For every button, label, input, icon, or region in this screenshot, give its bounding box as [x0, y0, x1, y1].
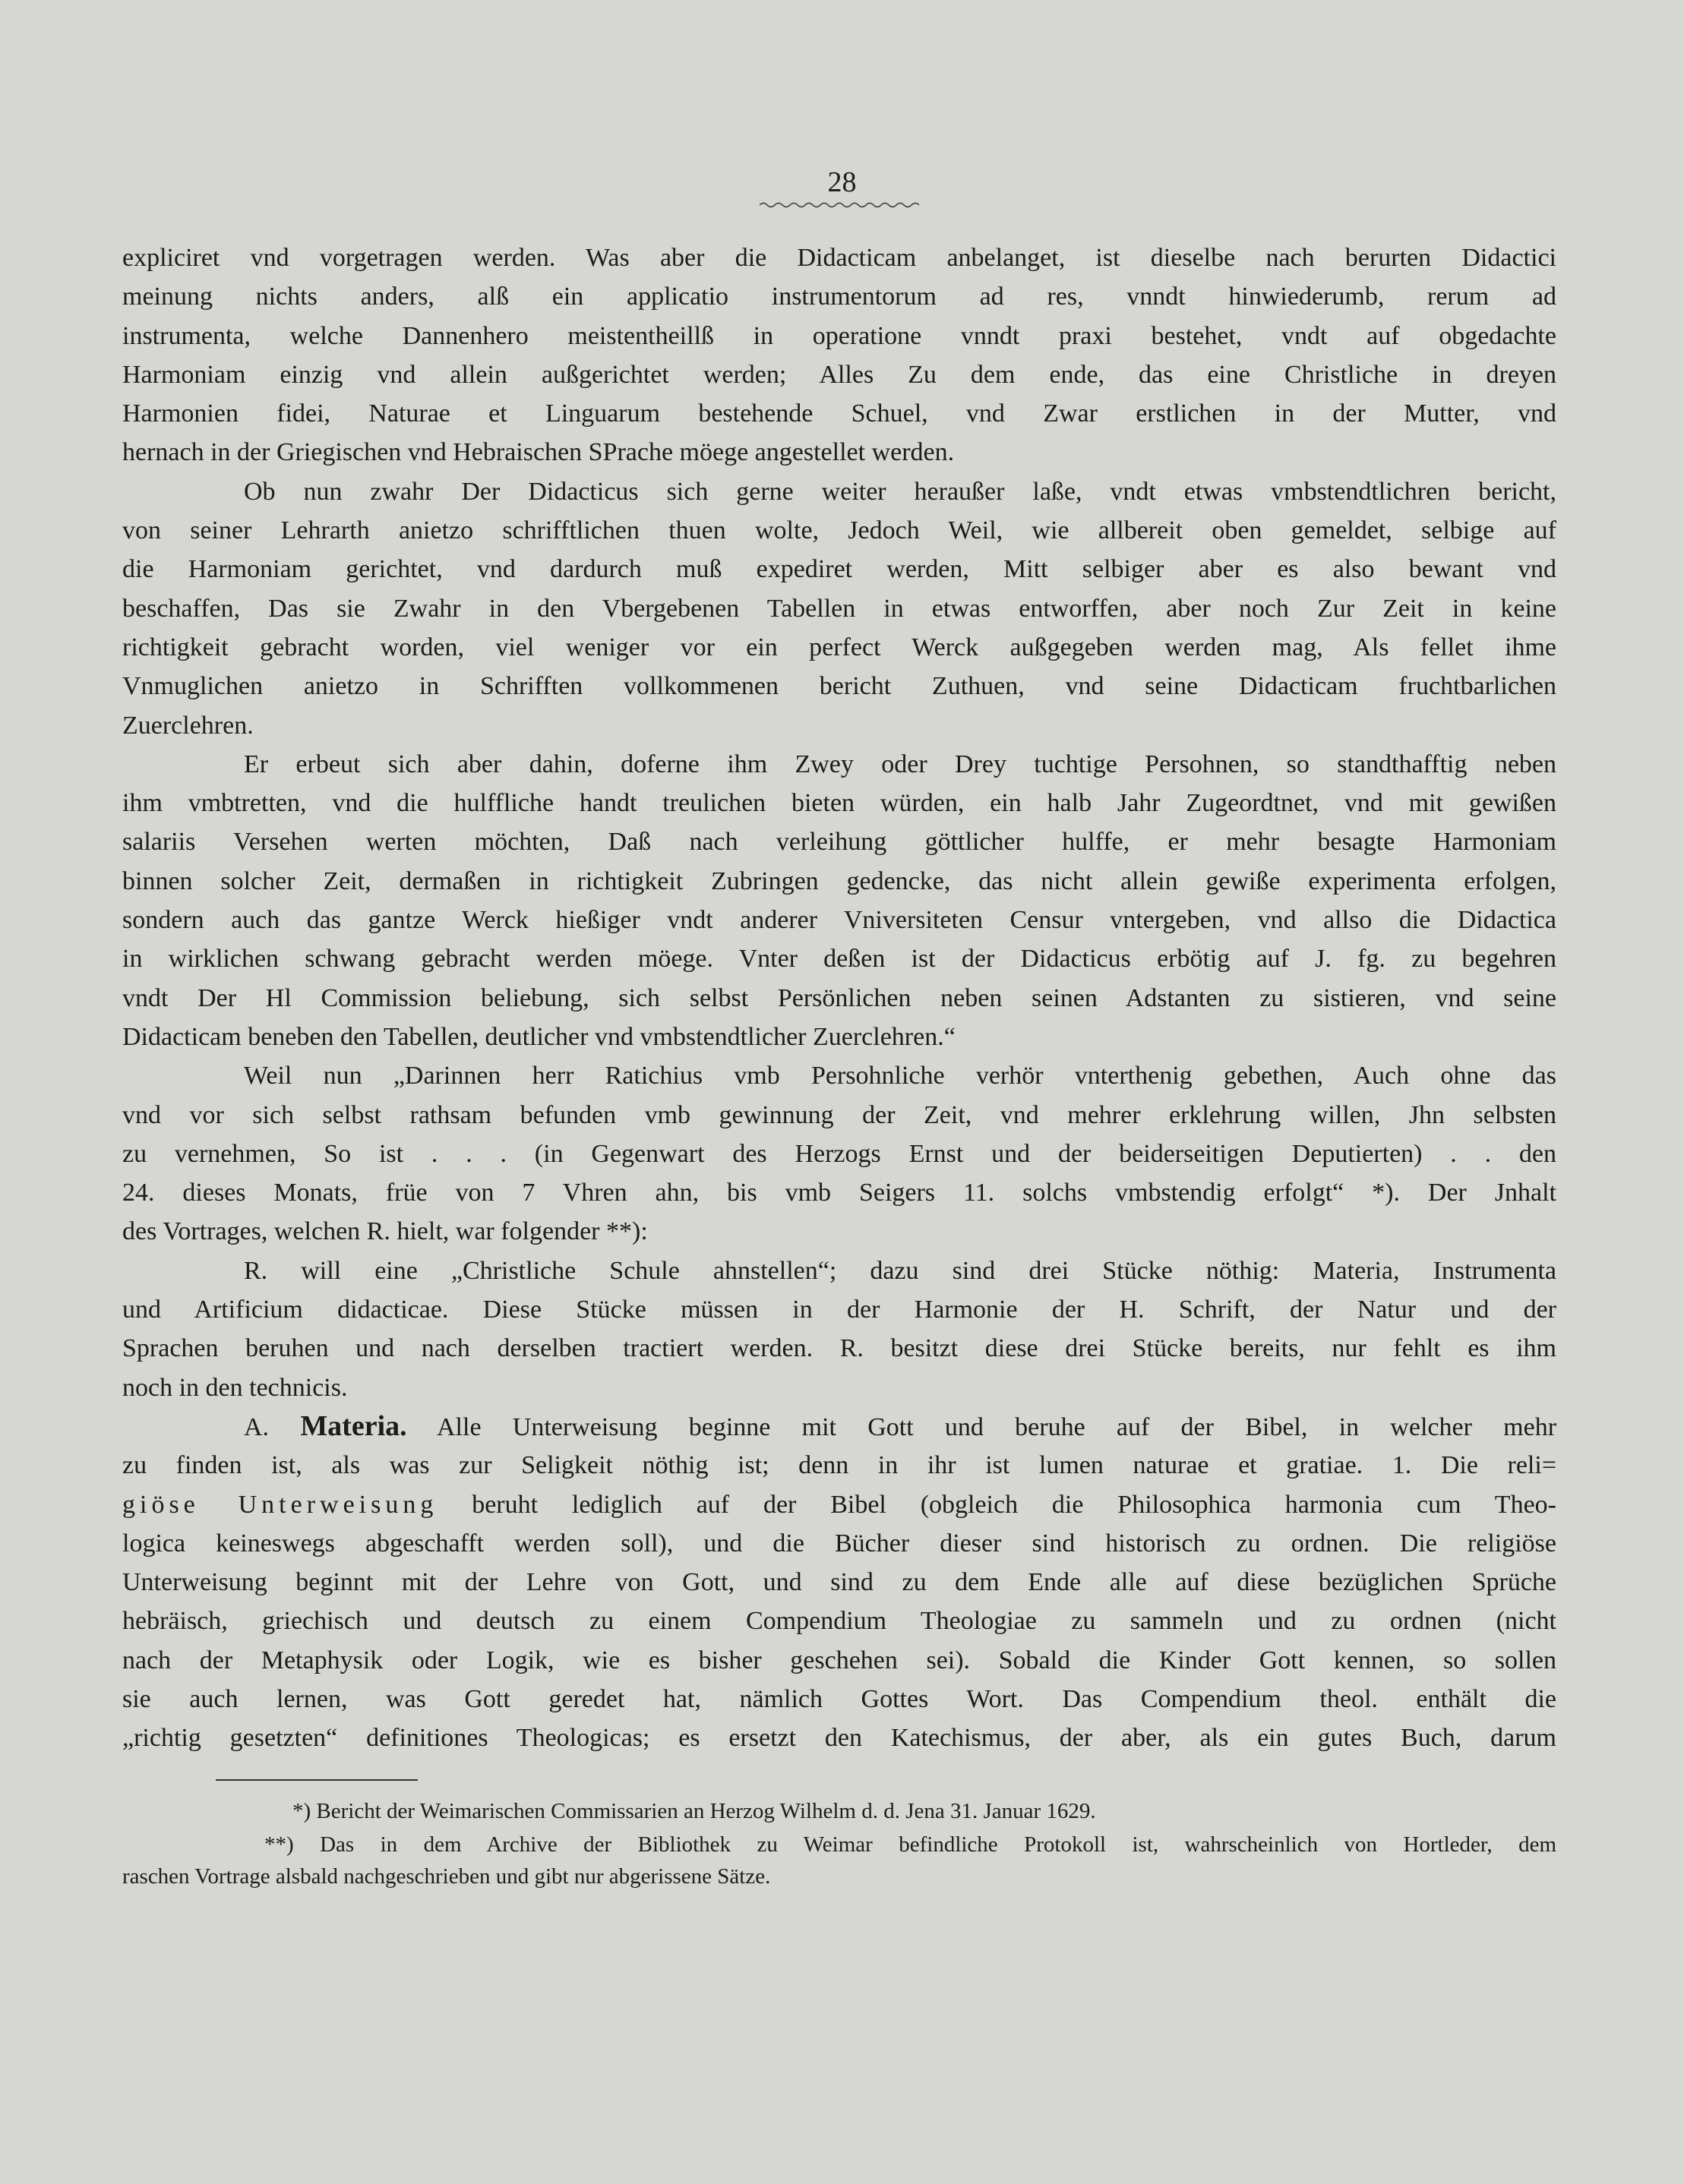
text-line: Vnmuglichen anietzo in Schrifften vollkommenen bericht Zuthuen, vnd seine Didacticam fruchtbarlichen — [122, 672, 1556, 701]
text-line: von seiner Lehrarth anietzo schrifftlichen thuen wolte, Jedoch Weil, wie allbereit oben gemeldet, selbige auf — [122, 516, 1556, 545]
text-line: „richtig gesetzten“ definitiones Theologicas; es ersetzt den Katechismus, der aber, als ein gutes Buch, darum — [122, 1724, 1556, 1753]
ornamental-rule — [760, 200, 919, 210]
footnote-divider — [216, 1779, 418, 1781]
text-line-spaced — [122, 1485, 1556, 1524]
text-line: und Artificium didacticae. Diese Stücke müssen in der Harmonie der H. Schrift, der Natur und der — [122, 1296, 1556, 1324]
text-line: noch in den technicis. — [122, 1373, 348, 1402]
text-line: vnd vor sich selbst rathsam befunden vmb gewinnung der Zeit, vnd mehrer erklehrung willen, Jhn selbsten — [122, 1100, 1556, 1129]
text-line: Harmoniam einzig vnd allein außgerichtet werden; Alles Zu dem ende, das eine Christliche in dreyen — [122, 360, 1556, 389]
text-line: vndt Der Hl Commission beliebung, sich selbst Persönlichen neben seinen Adstanten zu sistieren, vnd seine — [122, 983, 1556, 1012]
footnote-2: **) Das in dem Archive der Bibliothek zu Weimar befindliche Protokoll ist, wahrscheinlich von Hortleder, dem — [264, 1832, 1556, 1857]
text-line: Harmonien fidei, Naturae et Linguarum bestehende Schuel, vnd Zwar erstlichen in der Mutter, vnd — [122, 399, 1556, 428]
text-line: Didacticam beneben den Tabellen, deutlicher vnd vmbstendtlicher Zuerclehren.“ — [122, 1022, 956, 1051]
spaced-emphasis: giöse Unterweisung — [122, 1490, 438, 1519]
text-line: instrumenta, welche Dannenhero meistentheillß in operatione vnndt praxi bestehet, vndt auf obgedachte — [122, 321, 1556, 350]
text-line-materia — [122, 1407, 1556, 1446]
text-line: Zuerclehren. — [122, 711, 254, 740]
text-line: Er erbeut sich aber dahin, doferne ihm Zwey oder Drey tuchtige Persohnen, so standthafftig neben — [244, 750, 1556, 778]
text-line: Weil nun „Darinnen herr Ratichius vmb Persohnliche verhör vnterthenig gebethen, Auch ohne das — [244, 1062, 1556, 1090]
text-line: Unterweisung beginnt mit der Lehre von Gott, und sind zu dem Ende alle auf diese bezüglichen Sprüche — [122, 1568, 1556, 1597]
text-line: sondern auch das gantze Werck hießiger vndt anderer Vniversiteten Censur vntergeben, vnd allso die Didactica — [122, 906, 1556, 935]
section-heading: Materia. — [300, 1409, 407, 1442]
section-label: A. — [244, 1412, 270, 1441]
text-line: hebräisch, griechisch und deutsch zu einem Compendium Theologiae zu sammeln und zu ordnen (nicht — [122, 1607, 1556, 1636]
text-line: sie auch lernen, was Gott geredet hat, nämlich Gottes Wort. Das Compendium theol. enthält die — [122, 1684, 1556, 1713]
text-line: richtigkeit gebracht worden, viel weniger vor ein perfect Werck außgegeben werden mag, Als fellet ihme — [122, 633, 1556, 661]
text-line: 24. dieses Monats, früe von 7 Vhren ahn, bis vmb Seigers 11. solchs vmbstendig erfolgt“ *). Der Jnhalt — [122, 1179, 1556, 1207]
text-line: logica keineswegs abgeschafft werden soll), und die Bücher dieser sind historisch zu ordnen. Die religiöse — [122, 1529, 1556, 1558]
text-line: salariis Versehen werten möchten, Daß nach verleihung göttlicher hulffe, er mehr besagte Harmoniam — [122, 828, 1556, 857]
text-span: Alle Unterweisung beginne mit Gott und beruhe auf der Bibel, in welcher mehr — [437, 1412, 1556, 1441]
text-line: zu vernehmen, So ist . . . (in Gegenwart des Herzogs Ernst und der beiderseitigen Deputierten) . . den — [122, 1139, 1556, 1168]
body-text — [122, 238, 1556, 1758]
text-line: binnen solcher Zeit, dermaßen in richtigkeit Zubringen gedencke, das nicht allein gewiße experimenta erfolgen, — [122, 866, 1556, 895]
text-line: hernach in der Griegischen vnd Hebraischen SPrache möege angestellet werden. — [122, 438, 955, 467]
text-line: zu finden ist, als was zur Seligkeit nöthig ist; denn in ihr ist lumen naturae et gratiae. 1. Die reli= — [122, 1451, 1556, 1480]
text-line: Sprachen beruhen und nach derselben tractiert werden. R. besitzt diese drei Stücke bereits, nur fehlt es ihm — [122, 1334, 1556, 1363]
page-number: 28 — [827, 166, 857, 198]
text-line: des Vortrages, welchen R. hielt, war folgender **): — [122, 1217, 648, 1246]
text-line: meinung nichts anders, alß ein applicatio instrumentorum ad res, vnndt hinwiederumb, rerum ad — [122, 282, 1556, 311]
text-line: die Harmoniam gerichtet, vnd dardurch muß expediret werden, Mitt selbiger aber es also bewant vnd — [122, 555, 1556, 584]
text-line: beschaffen, Das sie Zwahr in den Vbergebenen Tabellen in etwas entworffen, aber noch Zur Zeit in keine — [122, 594, 1556, 623]
footnote-1: *) Bericht der Weimarischen Commissarien an Herzog Wilhelm d. d. Jena 31. Januar 1629. — [292, 1799, 1096, 1823]
footnote-2-continued: raschen Vortrage alsbald nachgeschrieben und gibt nur abgerissene Sätze. — [122, 1864, 771, 1889]
text-line: nach der Metaphysik oder Logik, wie es bisher geschehen sei). Sobald die Kinder Gott kennen, so sollen — [122, 1646, 1556, 1674]
text-line: Ob nun zwahr Der Didacticus sich gerne weiter heraußer laße, vndt etwas vmbstendtlichren bericht, — [244, 477, 1556, 506]
text-line: expliciret vnd vorgetragen werden. Was aber die Didacticam anbelanget, ist dieselbe nach berurten Didactici — [122, 244, 1556, 272]
text-line: in wirklichen schwang gebracht werden möege. Vnter deßen ist der Didacticus erbötig auf J. fg. zu begehren — [122, 945, 1556, 974]
text-span: beruht lediglich auf der Bibel (obgleich die Philosophica harmonia cum Theo- — [472, 1490, 1556, 1519]
text-line: R. will eine „Christliche Schule ahnstellen“; dazu sind drei Stücke nöthig: Materia, Instrumenta — [244, 1256, 1556, 1285]
text-line: ihm vmbtretten, vnd die hulffliche handt treulichen bieten würden, ein halb Jahr Zugeordtnet, vnd mit gewißen — [122, 789, 1556, 818]
